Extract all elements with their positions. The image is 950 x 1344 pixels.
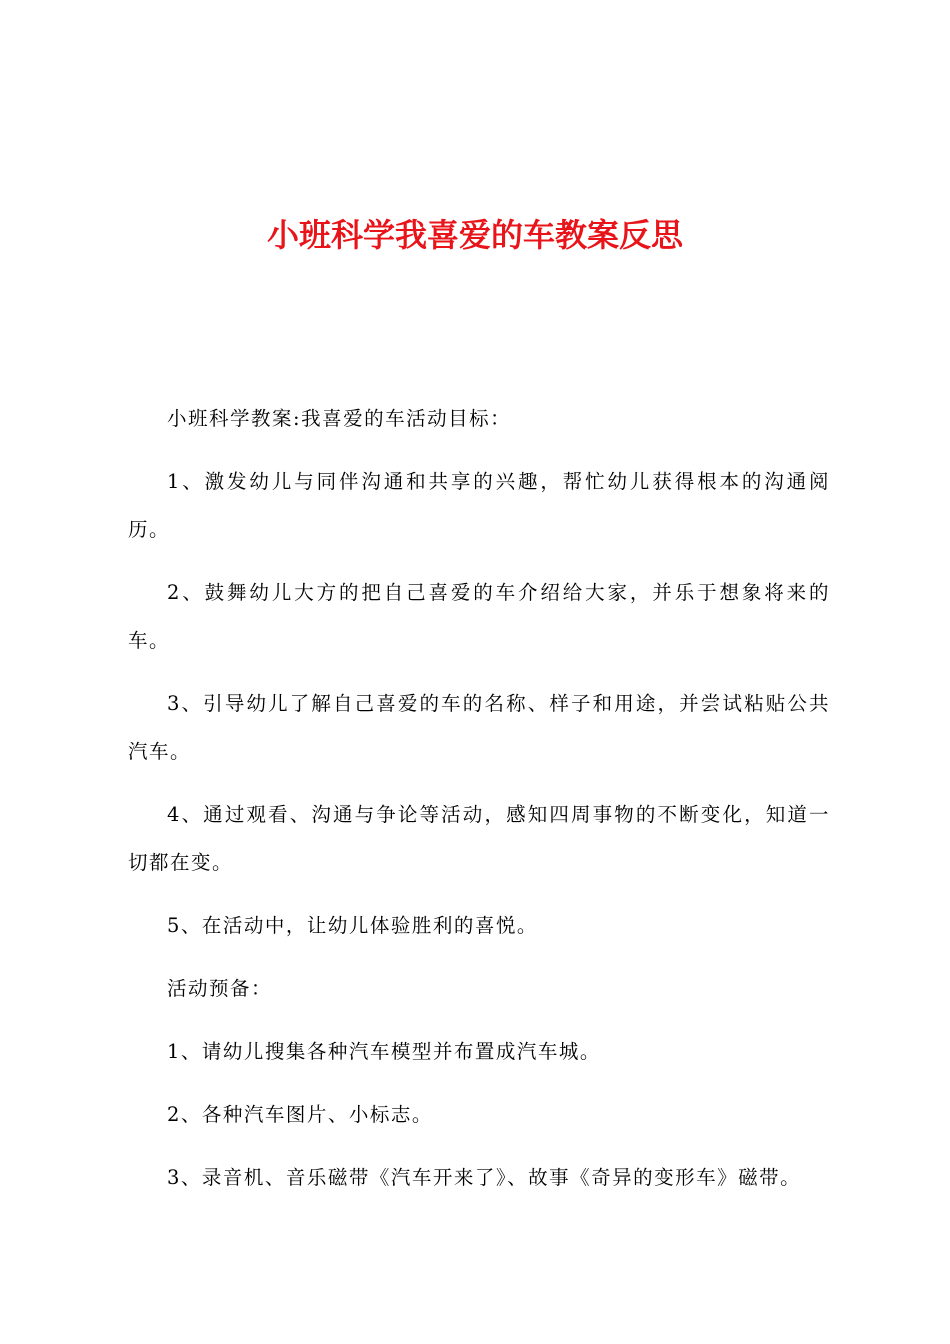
paragraph-goal-1: 1、激发幼儿与同伴沟通和共享的兴趣，帮忙幼儿获得根本的沟通阅历。: [128, 470, 830, 541]
paragraph-prep-3: 3、录音机、音乐磁带《汽车开来了》、故事《奇异的变形车》磁带。: [167, 1166, 802, 1189]
paragraph-prep-2: 2、各种汽车图片、小标志。: [167, 1103, 433, 1126]
paragraph-preparation-heading: 活动预备：: [167, 977, 273, 1000]
paragraph-goal-3: 3、引导幼儿了解自己喜爱的车的名称、样子和用途，并尝试粘贴公共汽车。: [128, 692, 830, 763]
document-title: 小班科学我喜爱的车教案反思: [266, 216, 683, 254]
paragraph-goal-5: 5、在活动中，让幼儿体验胜利的喜悦。: [167, 914, 538, 937]
paragraph-goal-4: 4、通过观看、沟通与争论等活动，感知四周事物的不断变化，知道一切都在变。: [128, 803, 830, 874]
paragraph-intro: 小班科学教案:我喜爱的车活动目标：: [167, 407, 512, 430]
paragraph-prep-1: 1、请幼儿搜集各种汽车模型并布置成汽车城。: [167, 1040, 601, 1063]
document-body: [128, 395, 830, 1217]
paragraph-goal-2: 2、鼓舞幼儿大方的把自己喜爱的车介绍给大家，并乐于想象将来的车。: [128, 581, 830, 652]
